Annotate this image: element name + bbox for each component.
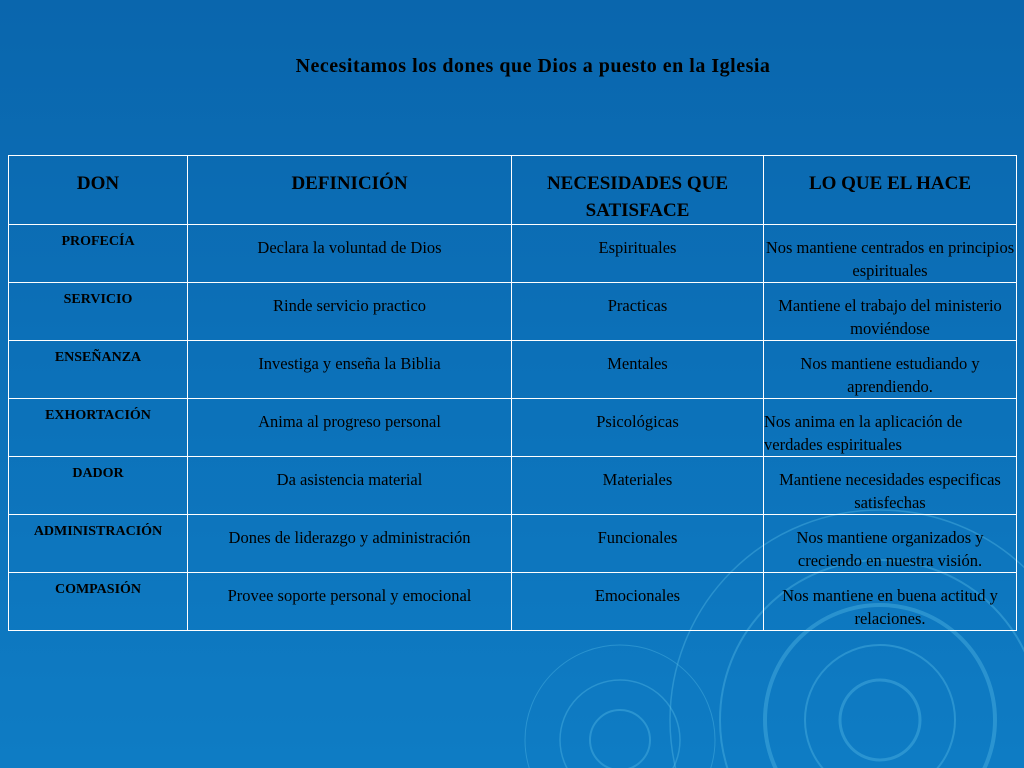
cell-don: COMPASIÓN: [9, 573, 188, 631]
cell-lo-que-hace: Nos mantiene en buena actitud y relaciones.: [764, 573, 1017, 631]
cell-definicion: Dones de liderazgo y administración: [188, 515, 512, 573]
cell-necesidades: Mentales: [512, 341, 764, 399]
cell-lo-que-hace: Nos mantiene organizados y creciendo en nuestra visión.: [764, 515, 1017, 573]
cell-necesidades: Emocionales: [512, 573, 764, 631]
cell-definicion: Provee soporte personal y emocional: [188, 573, 512, 631]
cell-definicion: Declara la voluntad de Dios: [188, 225, 512, 283]
header-don: DON: [9, 156, 188, 225]
cell-don: EXHORTACIÓN: [9, 399, 188, 457]
cell-lo-que-hace: Nos mantiene centrados en principios espirituales: [764, 225, 1017, 283]
cell-don: SERVICIO: [9, 283, 188, 341]
cell-definicion: Investiga y enseña la Biblia: [188, 341, 512, 399]
header-necesidades: NECESIDADES QUE SATISFACE: [512, 156, 764, 225]
table-row: [9, 225, 1017, 283]
table-row: [9, 399, 1017, 457]
cell-necesidades: Materiales: [512, 457, 764, 515]
table-row: [9, 573, 1017, 631]
cell-necesidades: Psicológicas: [512, 399, 764, 457]
cell-lo-que-hace: Mantiene necesidades especificas satisfechas: [764, 457, 1017, 515]
cell-necesidades: Practicas: [512, 283, 764, 341]
cell-definicion: Anima al progreso personal: [188, 399, 512, 457]
cell-don: ENSEÑANZA: [9, 341, 188, 399]
header-lo-que-hace: LO QUE EL HACE: [764, 156, 1017, 225]
table-row: [9, 283, 1017, 341]
cell-don: PROFECÍA: [9, 225, 188, 283]
cell-lo-que-hace: Nos mantiene estudiando y aprendiendo.: [764, 341, 1017, 399]
cell-don: DADOR: [9, 457, 188, 515]
cell-don: ADMINISTRACIÓN: [9, 515, 188, 573]
table-header-row: [9, 156, 1017, 225]
cell-lo-que-hace: Nos anima en la aplicación de verdades espirituales: [764, 399, 1017, 457]
cell-necesidades: Espirituales: [512, 225, 764, 283]
cell-necesidades: Funcionales: [512, 515, 764, 573]
cell-definicion: Da asistencia material: [188, 457, 512, 515]
cell-definicion: Rinde servicio practico: [188, 283, 512, 341]
gifts-table: [8, 155, 1017, 631]
header-definicion: DEFINICIÓN: [188, 156, 512, 225]
table-row: [9, 341, 1017, 399]
table-row: [9, 457, 1017, 515]
slide-title: Necesitamos los dones que Dios a puesto en la Iglesia: [295, 55, 771, 77]
cell-lo-que-hace: Mantiene el trabajo del ministerio moviéndose: [764, 283, 1017, 341]
table-row: [9, 515, 1017, 573]
